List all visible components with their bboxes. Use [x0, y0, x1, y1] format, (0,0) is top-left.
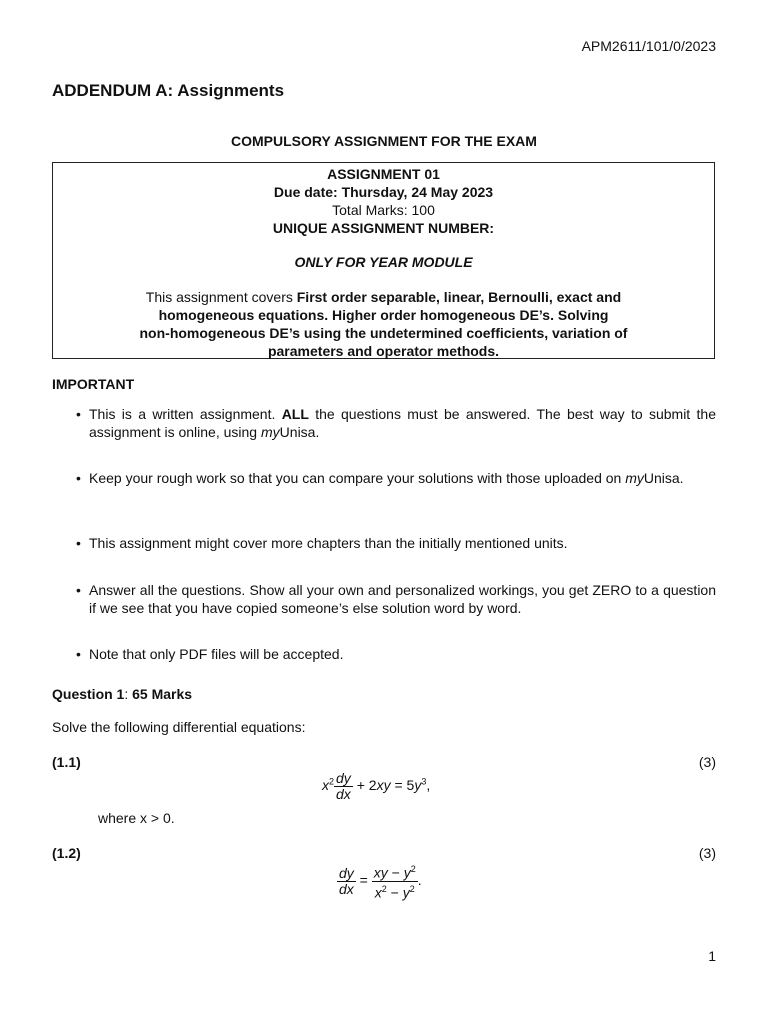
- year-module-note: ONLY FOR YEAR MODULE: [294, 254, 473, 270]
- question-1-title: Question 1: 65 Marks: [52, 686, 193, 702]
- covers-line-1: [53, 288, 714, 306]
- assignment-title: ASSIGNMENT 01: [327, 166, 440, 182]
- bullet-dot: •: [76, 535, 81, 551]
- covers-line-2: homogeneous equations. Higher order homogeneous DE’s. Solving: [158, 307, 609, 323]
- bullet-item: [76, 645, 716, 663]
- bullet-text: Answer all the questions. Show all your own and personalized workings, you get ZERO to a question if we see that you have copied someone’s else solution word by word.: [89, 582, 716, 616]
- equation-1-1: $x^2$ $\frac{dy}{dx}$ + $2xy = 5y^3$,: [322, 770, 431, 802]
- due-date: Due date: Thursday, 24 May 2023: [273, 184, 494, 200]
- bullet-text: Note that only PDF files will be accepted.: [89, 646, 344, 662]
- assignment-info-box: [52, 162, 715, 359]
- bullet-dot: •: [76, 582, 81, 598]
- question-1-instruction: Solve the following differential equations:: [52, 719, 306, 735]
- bullet-text: This assignment might cover more chapters than the initially mentioned units.: [89, 535, 568, 551]
- unique-assignment-number: UNIQUE ASSIGNMENT NUMBER:: [272, 220, 495, 236]
- bullet-item: [76, 469, 716, 487]
- covers-prefix: This assignment covers: [145, 289, 297, 305]
- bullet-item: [76, 581, 716, 617]
- bullet-text: This is a written assignment. ALL the questions must be answered. The best way to submit the assignment is online, using myUnisa.: [89, 406, 716, 440]
- total-marks: Total Marks: 100: [332, 202, 435, 218]
- bullet-item: [76, 534, 716, 552]
- bullet-dot: •: [76, 406, 81, 422]
- covers-line-4: parameters and operator methods.: [267, 343, 500, 359]
- addendum-title: ADDENDUM A: Assignments: [52, 81, 285, 100]
- bullet-text: Keep your rough work so that you can compare your solutions with those uploaded on myUnisa.: [89, 470, 684, 486]
- part-marks: (3): [698, 754, 716, 770]
- bullet-dot: •: [76, 470, 81, 486]
- covers-line-3: non-homogeneous DE’s using the undetermined coefficients, variation of: [139, 325, 628, 341]
- important-heading: IMPORTANT: [52, 376, 135, 392]
- document-code: APM2611/101/0/2023: [581, 38, 716, 54]
- bullet-dot: •: [76, 646, 81, 662]
- equation-1-2: $\frac{dy}{dx}$ = $\frac{xy - y^2}{x^2 - y^2}$ .: [339, 864, 422, 901]
- part-number: (1.1): [52, 754, 81, 770]
- bullet-item: [76, 405, 716, 441]
- page-number: 1: [708, 948, 716, 964]
- covers-topics-1: First order separable, linear, Bernoulli, exact and: [296, 289, 622, 305]
- part-marks: (3): [698, 845, 716, 861]
- compulsory-heading: COMPULSORY ASSIGNMENT FOR THE EXAM: [231, 133, 537, 149]
- equation-condition: where x > 0.: [98, 810, 175, 826]
- part-number: (1.2): [52, 845, 81, 861]
